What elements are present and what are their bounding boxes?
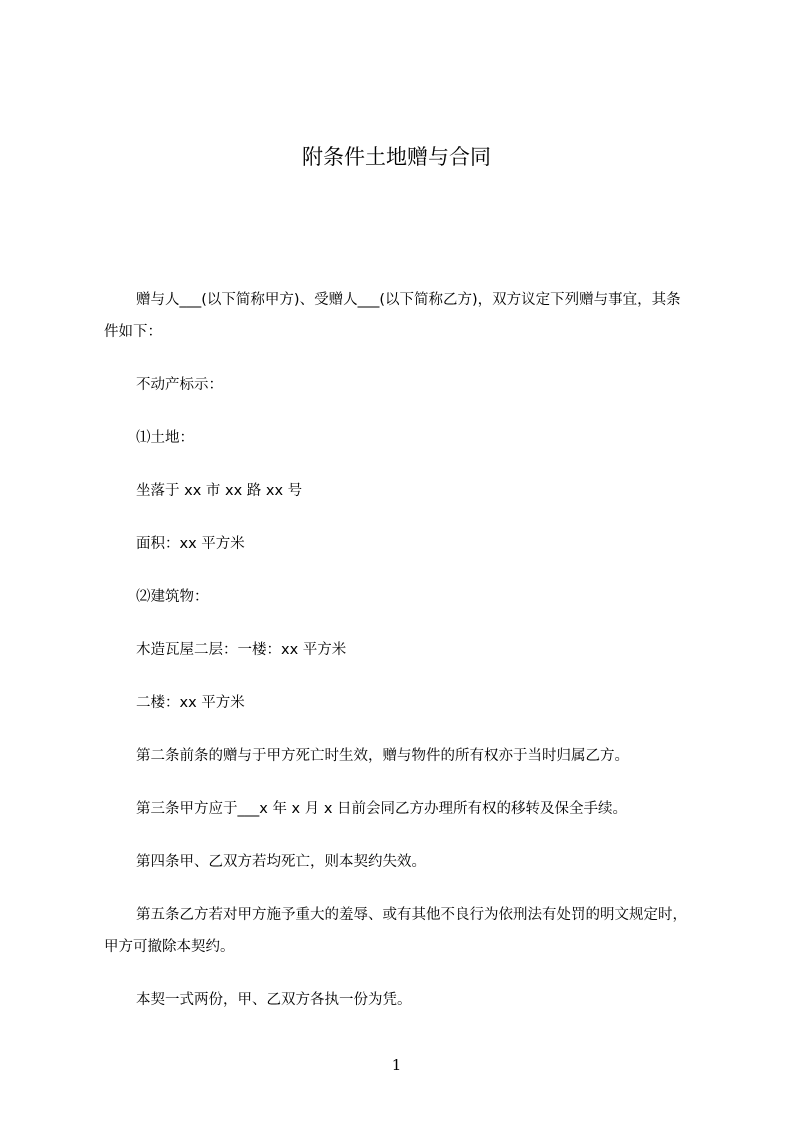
paragraph-land-location: 坐落于 xx 市 xx 路 xx 号 xyxy=(136,483,303,499)
paragraph-article-4: 第四条甲、乙双方若均死亡，则本契约失效。 xyxy=(136,854,426,870)
paragraph-building-first-floor: 木造瓦屋二层：一楼：xx 平方米 xyxy=(136,642,347,658)
paragraph-land-heading: ⑴土地： xyxy=(136,430,194,446)
paragraph-preamble: 赠与人___(以下简称甲方)、受赠人___(以下简称乙方)，双方议定下列赠与事宜，其条件如下： xyxy=(104,292,681,340)
paragraph-land-area: 面积：xx 平方米 xyxy=(136,536,245,552)
page-number: 1 xyxy=(391,1056,402,1074)
paragraph-building-second-floor: 二楼：xx 平方米 xyxy=(136,695,245,711)
paragraph-copies: 本契一式两份，甲、乙双方各执一份为凭。 xyxy=(136,992,412,1008)
paragraph-article-2: 第二条前条的赠与于甲方死亡时生效，赠与物件的所有权亦于当时归属乙方。 xyxy=(136,748,629,764)
paragraph-building-heading: ⑵建筑物： xyxy=(136,589,209,605)
paragraph-article-5: 第五条乙方若对甲方施予重大的羞辱、或有其他不良行为依刑法有处罚的明文规定时，甲方可撤除本契约。 xyxy=(104,907,687,955)
paragraph-property-heading: 不动产标示： xyxy=(136,377,223,393)
paragraph-article-3: 第三条甲方应于___x 年 x 月 x 日前会同乙方办理所有权的移转及保全手续。 xyxy=(136,801,628,817)
document-body xyxy=(104,284,694,1037)
document-title: 附条件土地赠与合同 xyxy=(302,145,491,169)
